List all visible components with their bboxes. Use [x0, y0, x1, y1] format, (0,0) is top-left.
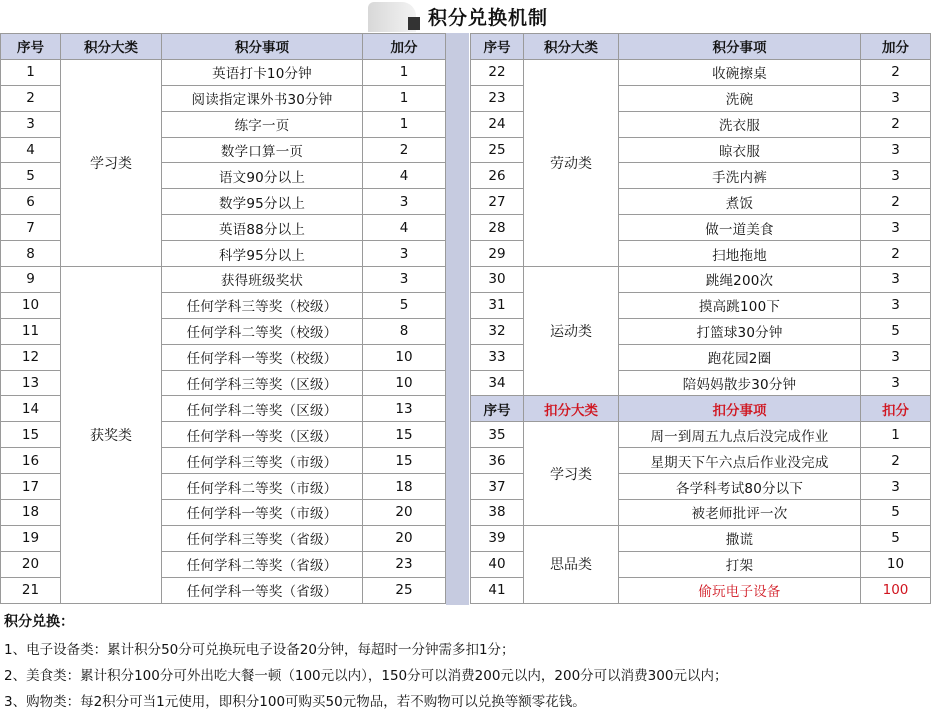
row-number: 32	[471, 318, 524, 344]
row-category: 学习类	[61, 59, 162, 266]
row-number: 5	[1, 163, 61, 189]
header-no: 序号	[471, 34, 524, 60]
row-category: 获奖类	[61, 267, 162, 604]
row-item: 任何学科二等奖（校级）	[162, 318, 363, 344]
row-item: 任何学科三等奖（省级）	[162, 525, 363, 551]
table-row	[471, 422, 931, 448]
row-points: 5	[861, 318, 931, 344]
row-category: 思品类	[524, 525, 619, 603]
row-number: 4	[1, 137, 61, 163]
row-item: 任何学科一等奖（区级）	[162, 422, 363, 448]
row-points: 3	[861, 163, 931, 189]
row-points: 10	[363, 344, 446, 370]
row-number: 21	[1, 577, 61, 603]
row-number: 26	[471, 163, 524, 189]
row-number: 29	[471, 241, 524, 267]
row-number: 38	[471, 500, 524, 526]
header-category: 积分大类	[524, 34, 619, 60]
add-points-table-left	[0, 33, 446, 604]
row-number: 12	[1, 344, 61, 370]
row-points: 5	[861, 500, 931, 526]
row-number: 7	[1, 215, 61, 241]
row-item: 获得班级奖状	[162, 267, 363, 293]
table-row	[471, 267, 931, 293]
row-points: 10	[861, 551, 931, 577]
header-category: 积分大类	[61, 34, 162, 60]
row-number: 25	[471, 137, 524, 163]
row-number: 41	[471, 577, 524, 603]
header-category: 扣分大类	[524, 396, 619, 422]
row-item: 任何学科一等奖（市级）	[162, 500, 363, 526]
row-points: 4	[363, 215, 446, 241]
row-points: 3	[861, 344, 931, 370]
row-item: 数学95分以上	[162, 189, 363, 215]
row-number: 27	[471, 189, 524, 215]
row-item: 撒谎	[619, 525, 861, 551]
table-row	[471, 525, 931, 551]
deduct-header-row	[471, 396, 931, 422]
table-row	[1, 267, 446, 293]
row-number: 11	[1, 318, 61, 344]
row-item: 星期天下午六点后作业没完成	[619, 448, 861, 474]
row-points: 5	[861, 525, 931, 551]
row-number: 19	[1, 525, 61, 551]
row-item: 英语打卡10分钟	[162, 59, 363, 85]
row-points: 3	[363, 241, 446, 267]
row-number: 17	[1, 474, 61, 500]
header-points: 加分	[363, 34, 446, 60]
row-number: 22	[471, 59, 524, 85]
row-number: 2	[1, 85, 61, 111]
row-item: 任何学科一等奖（校级）	[162, 344, 363, 370]
row-number: 33	[471, 344, 524, 370]
row-item: 手洗内裤	[619, 163, 861, 189]
row-item: 任何学科二等奖（市级）	[162, 474, 363, 500]
row-points: 15	[363, 422, 446, 448]
exchange-title: 积分兑换：	[4, 614, 74, 630]
row-number: 37	[471, 474, 524, 500]
row-points: 3	[363, 267, 446, 293]
row-number: 1	[1, 59, 61, 85]
row-points: 8	[363, 318, 446, 344]
row-category: 劳动类	[524, 59, 619, 266]
table-row	[1, 59, 446, 85]
row-item: 摸高跳100下	[619, 292, 861, 318]
row-points: 13	[363, 396, 446, 422]
header-item: 积分事项	[619, 34, 861, 60]
row-item: 语文90分以上	[162, 163, 363, 189]
row-item: 科学95分以上	[162, 241, 363, 267]
row-points: 1	[363, 59, 446, 85]
row-points: 15	[363, 448, 446, 474]
row-item: 扫地拖地	[619, 241, 861, 267]
row-number: 14	[1, 396, 61, 422]
row-points: 3	[861, 267, 931, 293]
row-number: 28	[471, 215, 524, 241]
row-points: 20	[363, 500, 446, 526]
row-item: 任何学科三等奖（市级）	[162, 448, 363, 474]
row-item: 跳绳200次	[619, 267, 861, 293]
row-item: 任何学科三等奖（区级）	[162, 370, 363, 396]
row-number: 20	[1, 551, 61, 577]
row-points: 3	[861, 370, 931, 396]
exchange-rule: 1、电子设备类：累计积分50分可兑换玩电子设备20分钟，每超时一分钟需多扣1分；	[4, 642, 515, 658]
row-item: 阅读指定课外书30分钟	[162, 85, 363, 111]
table-header-row	[1, 34, 446, 60]
row-number: 6	[1, 189, 61, 215]
row-points: 100	[861, 577, 931, 603]
row-points: 3	[363, 189, 446, 215]
row-item: 数学口算一页	[162, 137, 363, 163]
row-points: 3	[861, 85, 931, 111]
row-item: 练字一页	[162, 111, 363, 137]
row-item: 洗衣服	[619, 111, 861, 137]
row-number: 24	[471, 111, 524, 137]
row-item: 任何学科三等奖（校级）	[162, 292, 363, 318]
page-title: 积分兑换机制	[427, 7, 548, 29]
row-number: 15	[1, 422, 61, 448]
row-item: 英语88分以上	[162, 215, 363, 241]
row-number: 35	[471, 422, 524, 448]
row-item: 晾衣服	[619, 137, 861, 163]
row-item: 打篮球30分钟	[619, 318, 861, 344]
title-bar	[0, 0, 933, 33]
row-item: 偷玩电子设备	[619, 577, 861, 603]
row-points: 3	[861, 137, 931, 163]
row-item: 周一到周五九点后没完成作业	[619, 422, 861, 448]
row-number: 3	[1, 111, 61, 137]
row-number: 34	[471, 370, 524, 396]
exchange-rules	[0, 606, 933, 709]
header-points: 加分	[861, 34, 931, 60]
row-points: 25	[363, 577, 446, 603]
row-points: 2	[861, 241, 931, 267]
header-points: 扣分	[861, 396, 931, 422]
table-divider	[446, 33, 469, 605]
row-points: 10	[363, 370, 446, 396]
row-points: 23	[363, 551, 446, 577]
row-number: 18	[1, 500, 61, 526]
row-points: 1	[861, 422, 931, 448]
row-item: 打架	[619, 551, 861, 577]
row-number: 8	[1, 241, 61, 267]
row-number: 31	[471, 292, 524, 318]
row-item: 任何学科一等奖（省级）	[162, 577, 363, 603]
row-item: 任何学科二等奖（省级）	[162, 551, 363, 577]
header-no: 序号	[1, 34, 61, 60]
row-number: 9	[1, 267, 61, 293]
header-item: 积分事项	[162, 34, 363, 60]
add-points-table-right	[470, 33, 931, 604]
row-number: 10	[1, 292, 61, 318]
row-item: 跑花园2圈	[619, 344, 861, 370]
exchange-rule: 3、购物类：每2积分可当1元使用，即积分100可购买50元物品，若不购物可以兑换等额零花钱。	[4, 694, 586, 710]
row-item: 煮饭	[619, 189, 861, 215]
row-item: 做一道美食	[619, 215, 861, 241]
row-points: 2	[861, 448, 931, 474]
row-number: 13	[1, 370, 61, 396]
row-points: 2	[861, 111, 931, 137]
row-points: 18	[363, 474, 446, 500]
row-points: 4	[363, 163, 446, 189]
row-points: 1	[363, 111, 446, 137]
row-item: 收碗擦桌	[619, 59, 861, 85]
header-item: 扣分事项	[619, 396, 861, 422]
row-points: 5	[363, 292, 446, 318]
row-item: 任何学科二等奖（区级）	[162, 396, 363, 422]
table-row	[471, 59, 931, 85]
row-item: 陪妈妈散步30分钟	[619, 370, 861, 396]
row-number: 39	[471, 525, 524, 551]
row-category: 学习类	[524, 422, 619, 526]
header-no: 序号	[471, 396, 524, 422]
row-number: 36	[471, 448, 524, 474]
row-points: 1	[363, 85, 446, 111]
row-points: 3	[861, 292, 931, 318]
row-number: 16	[1, 448, 61, 474]
row-category: 运动类	[524, 267, 619, 396]
row-points: 2	[861, 59, 931, 85]
row-number: 30	[471, 267, 524, 293]
row-number: 23	[471, 85, 524, 111]
row-item: 各学科考试80分以下	[619, 474, 861, 500]
row-points: 3	[861, 474, 931, 500]
row-points: 2	[363, 137, 446, 163]
row-item: 洗碗	[619, 85, 861, 111]
row-points: 3	[861, 215, 931, 241]
row-item: 被老师批评一次	[619, 500, 861, 526]
row-points: 20	[363, 525, 446, 551]
table-header-row	[471, 34, 931, 60]
row-number: 40	[471, 551, 524, 577]
row-points: 2	[861, 189, 931, 215]
exchange-rule: 2、美食类：累计积分100分可外出吃大餐一顿（100元以内），150分可以消费200元以内，200分可以消费300元以内；	[4, 668, 728, 684]
